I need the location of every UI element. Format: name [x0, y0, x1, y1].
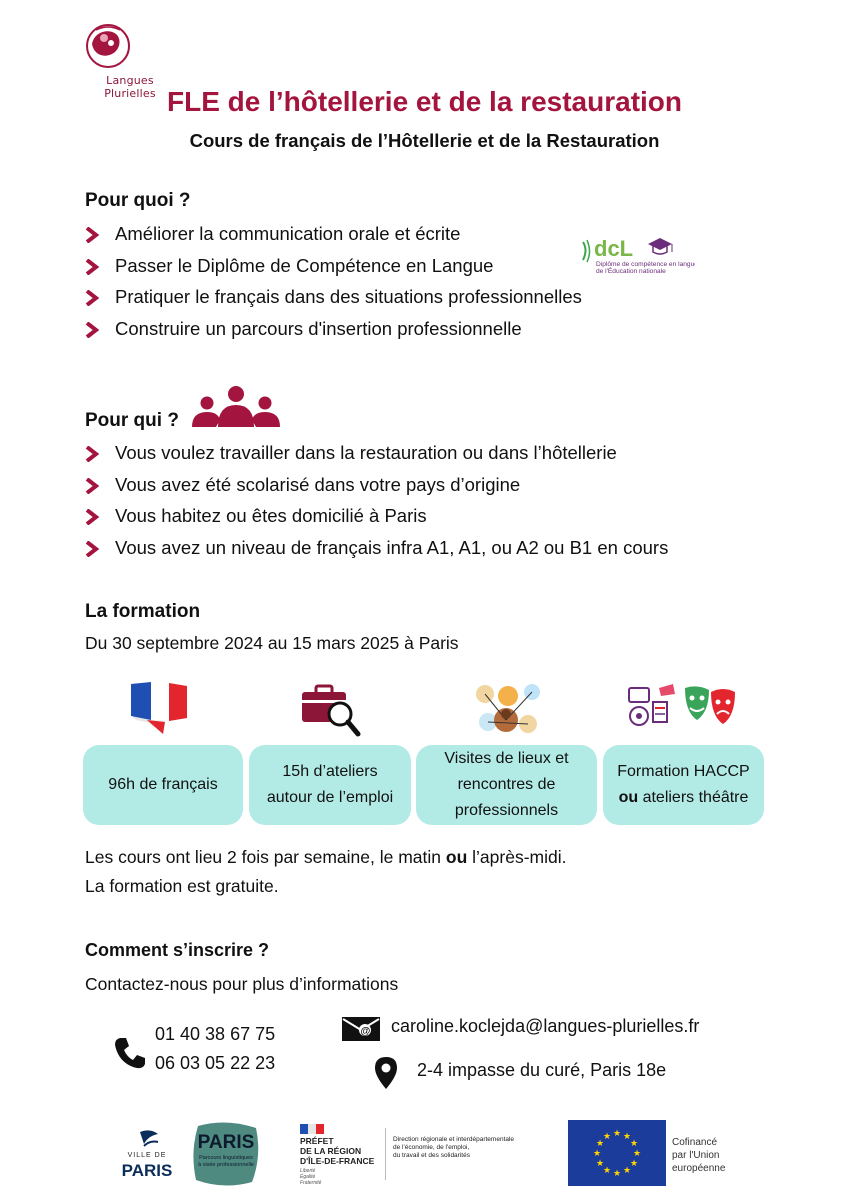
ville-de-text: VILLE DE [127, 1152, 167, 1159]
formation-heading: La formation [85, 601, 201, 622]
briefcase-search-icon [298, 678, 368, 738]
eu-line1: Cofinancé [672, 1137, 718, 1148]
formation-dates: Du 30 septembre 2024 au 15 mars 2025 à Paris [85, 633, 459, 653]
chevron-right-icon [85, 478, 99, 494]
svg-text:★: ★ [602, 1166, 612, 1176]
free-text: La formation est gratuite. [85, 876, 279, 896]
eu-line2: par l'Union [672, 1150, 720, 1161]
dcl-logo-name: dcL [594, 236, 634, 261]
pour-quoi-list [85, 222, 582, 348]
card-text-line: Visites de lieux et [444, 750, 569, 767]
devise-line1: Liberté [300, 1168, 316, 1174]
svg-text:★: ★ [629, 1159, 639, 1169]
card-text-line: Formation HACCP [617, 763, 750, 780]
chevron-right-icon [85, 227, 99, 243]
dcl-logo-line1: Diplôme de compétence en langue [596, 261, 695, 268]
pour-quoi-heading: Pour quoi ? [85, 190, 191, 211]
card-text-line [617, 785, 749, 811]
paris-badge-shape-icon [190, 1120, 262, 1188]
svg-text:★: ★ [592, 1149, 602, 1159]
eu-line3: européenne [672, 1163, 726, 1174]
marianne-flag-icon [300, 1122, 340, 1136]
svg-text:@: @ [360, 1026, 371, 1037]
page-subtitle: Cours de français de l’Hôtellerie et de la Restauration [189, 130, 660, 151]
logo-text: Langues Plurielles [104, 74, 156, 100]
svg-text:★: ★ [622, 1166, 632, 1176]
card-text-line: 15h d’ateliers [282, 763, 378, 780]
langues-plurielles-logo [84, 22, 174, 100]
drieets-line2: de l'économie, de l'emploi, [393, 1144, 470, 1151]
chevron-right-icon [85, 290, 99, 306]
list-item [85, 317, 582, 349]
card-text: 96h de français [108, 776, 218, 793]
dcl-logo-line2: de l'Éducation nationale [596, 268, 666, 275]
email-link[interactable]: caroline.koclejda@langues-plurielles.fr [391, 1016, 700, 1036]
paris-parcours-badge [190, 1120, 262, 1188]
chevron-right-icon [85, 541, 99, 557]
devise-line2: Égalité [300, 1174, 316, 1180]
pour-qui-list [85, 441, 668, 567]
svg-text:★: ★ [595, 1139, 605, 1149]
chevron-right-icon [85, 509, 99, 525]
svg-text:★: ★ [602, 1132, 612, 1142]
networking-people-icon [470, 680, 545, 740]
card-visits [416, 745, 597, 825]
eu-cofinance-logo [568, 1120, 738, 1186]
list-item-text: Vous voulez travailler dans la restauration ou dans l’hôtellerie [115, 442, 617, 463]
inscription-text: Contactez-nous pour plus d’informations [85, 974, 399, 994]
prefet-line3: D'ÎLE-DE-FRANCE [300, 1156, 375, 1166]
logo-circle-icon [84, 22, 174, 77]
chevron-right-icon [85, 322, 99, 338]
paris-badge-sub2: à visée professionnelle [198, 1162, 254, 1168]
prefet-line1: PRÉFET [300, 1136, 334, 1146]
svg-text:★: ★ [595, 1159, 605, 1169]
page-title: FLE de l’hôtellerie et de la restauration [166, 86, 683, 117]
schedule-part: Les cours ont lieu 2 fois par semaine, le matin [85, 847, 446, 867]
svg-text:★: ★ [629, 1139, 639, 1149]
schedule-text [85, 847, 566, 868]
card-haccp-theatre [603, 745, 764, 825]
prefet-line2: DE LA RÉGION [300, 1146, 362, 1156]
devise-line3: Fraternité [300, 1180, 322, 1186]
list-item-text: Améliorer la communication orale et écrite [115, 223, 461, 244]
list-item [85, 473, 668, 505]
list-item-text: Vous avez été scolarisé dans votre pays d’origine [115, 473, 521, 495]
email-icon [341, 1016, 381, 1042]
paris-text: PARIS [121, 1161, 173, 1180]
card-text-line: rencontres de [457, 776, 556, 793]
list-item-text: Construire un parcours d'insertion professionnelle [115, 317, 522, 339]
phone-icon [113, 1036, 147, 1070]
prefet-divider [385, 1128, 386, 1180]
card-french-hours [83, 745, 243, 825]
address-text: 2-4 impasse du curé, Paris 18e [417, 1060, 667, 1080]
list-item-text: Vous habitez ou êtes domicilié à Paris [115, 505, 427, 526]
svg-text:★: ★ [612, 1169, 622, 1179]
schedule-or: ou [445, 847, 468, 867]
svg-text:★: ★ [622, 1132, 632, 1142]
ville-de-paris-logo [118, 1128, 176, 1183]
eu-flag-icon [568, 1120, 666, 1186]
card-text-line: professionnels [454, 802, 559, 819]
card-text: ateliers théâtre [638, 789, 749, 806]
list-item [85, 285, 582, 317]
list-item [85, 222, 582, 254]
card-or-word: ou [618, 789, 639, 806]
pour-qui-heading: Pour qui ? [85, 410, 179, 431]
list-item [85, 441, 668, 473]
list-item-text: Pratiquer le français dans des situations professionnelles [115, 286, 582, 307]
inscription-heading: Comment s’inscrire ? [85, 940, 270, 960]
phone-1[interactable]: 01 40 38 67 75 [155, 1024, 276, 1044]
card-job-workshops [249, 745, 411, 825]
svg-text:★: ★ [612, 1129, 622, 1139]
paris-badge-text: PARIS [197, 1132, 255, 1153]
location-pin-icon [373, 1056, 399, 1090]
list-item-text: Passer le Diplôme de Compétence en Langue [115, 254, 494, 276]
dcl-logo-icon [580, 230, 695, 280]
chevron-right-icon [85, 446, 99, 462]
haccp-theatre-masks-icon [625, 682, 740, 732]
paris-badge-sub1: Parcours linguistiques [199, 1155, 253, 1161]
card-text-line: autour de l’emploi [266, 789, 394, 806]
list-item [85, 536, 668, 568]
list-item [85, 504, 668, 536]
prefet-idf-logo [300, 1122, 530, 1192]
schedule-part: l’après-midi. [467, 847, 567, 867]
chevron-right-icon [85, 259, 99, 275]
drieets-line3: du travail et des solidarités [393, 1152, 470, 1159]
phone-2[interactable]: 06 03 05 22 23 [155, 1053, 276, 1073]
paris-ship-icon [118, 1128, 176, 1152]
list-item-text: Vous avez un niveau de français infra A1, A1, ou A2 ou B1 en cours [115, 536, 669, 558]
svg-text:★: ★ [632, 1149, 642, 1159]
list-item [85, 254, 582, 286]
dcl-logo [580, 230, 695, 280]
drieets-line1: Direction régionale et interdépartementale [393, 1136, 515, 1143]
french-flag-speech-icon [125, 678, 195, 738]
people-group-icon [190, 385, 282, 430]
